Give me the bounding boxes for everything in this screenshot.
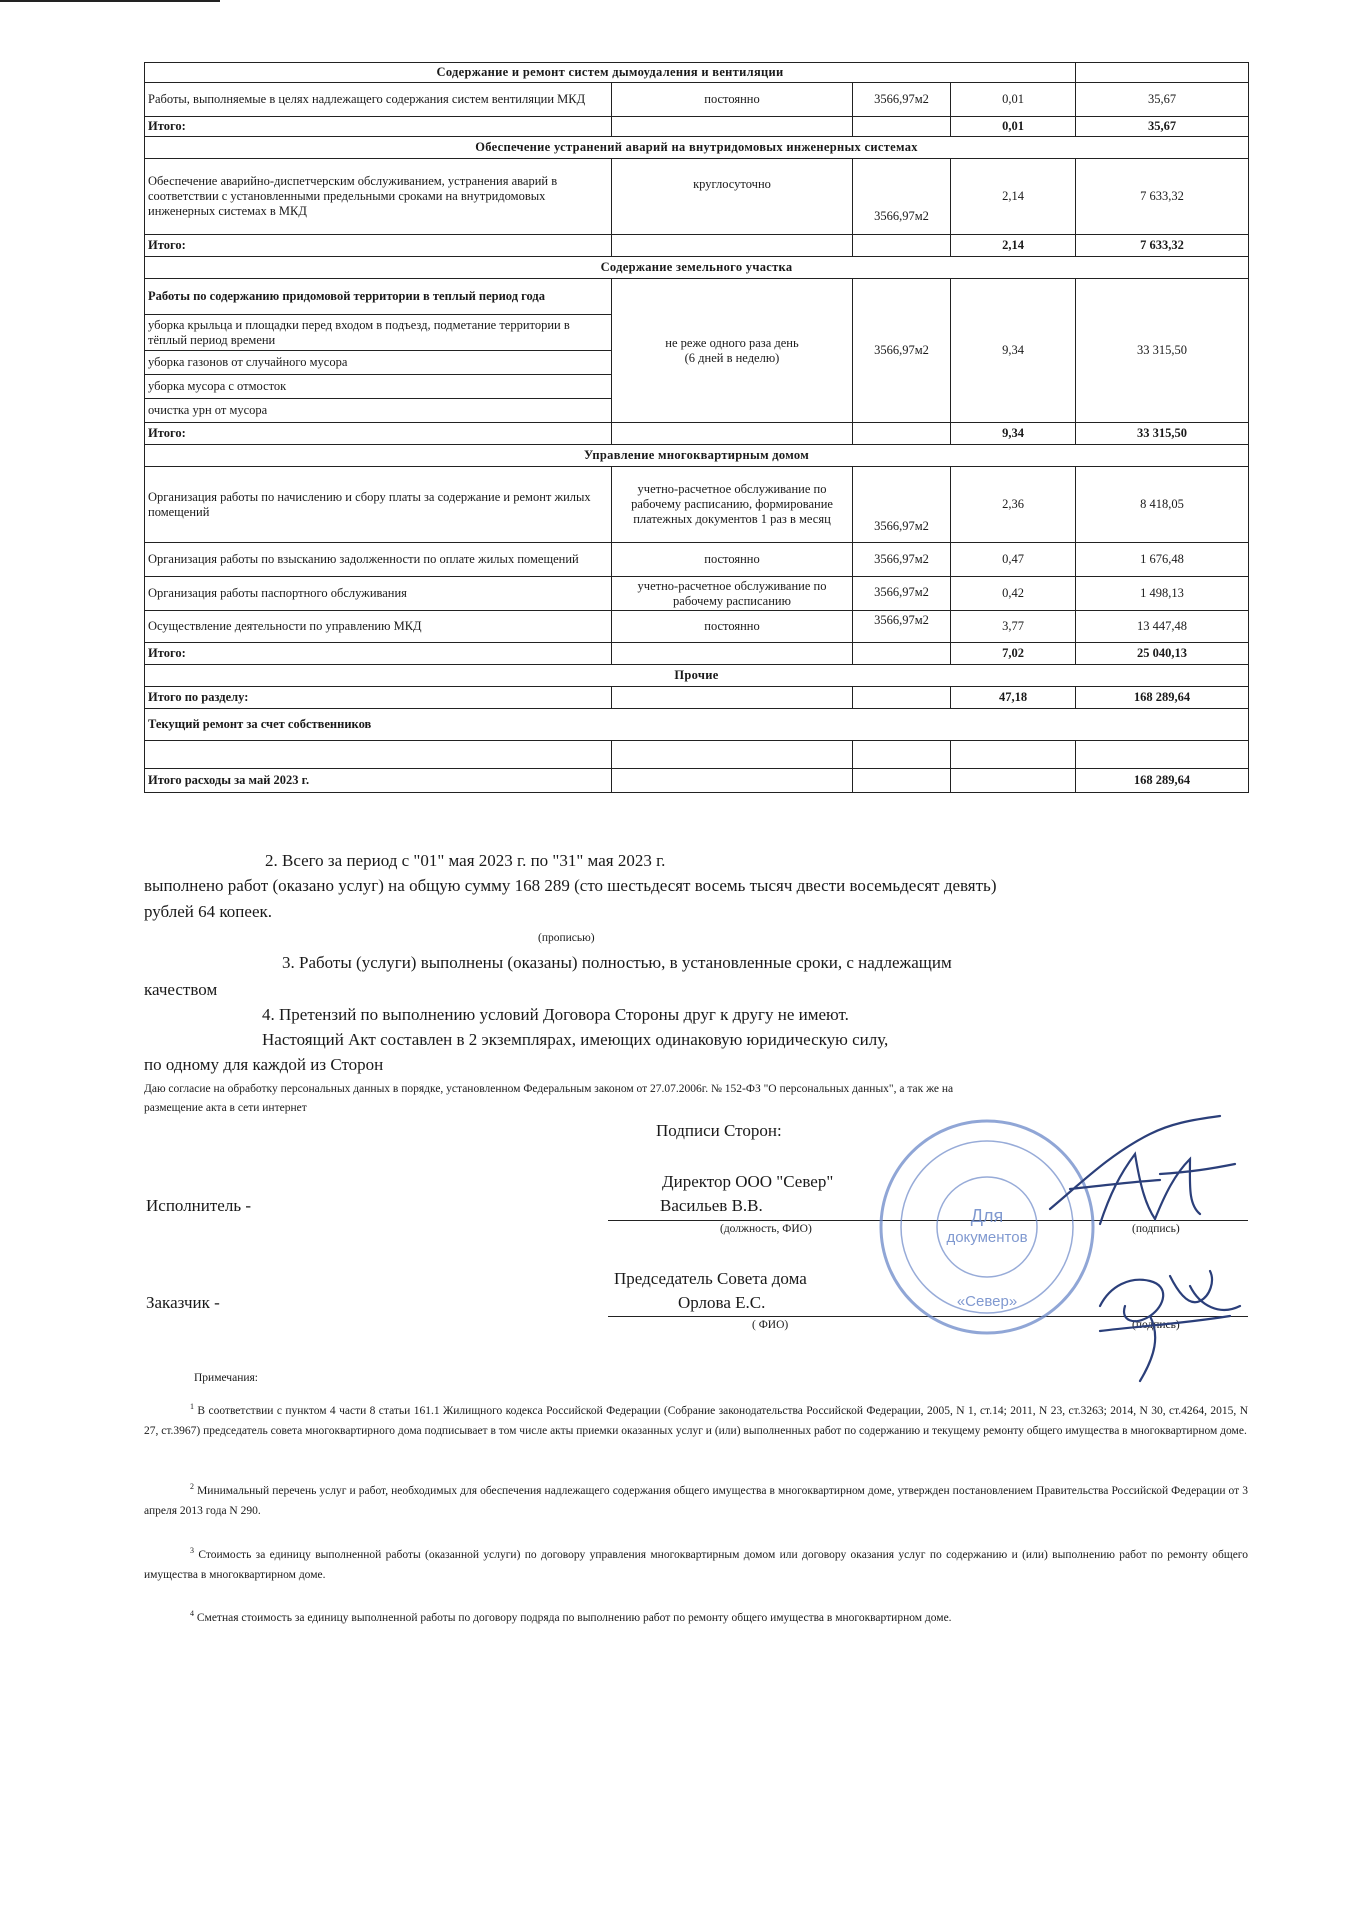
total-sum: 35,67	[1076, 117, 1249, 137]
top-border-line	[0, 0, 220, 2]
section-title: Прочие	[145, 665, 1249, 687]
note-1-marker: 1	[190, 1402, 194, 1411]
total-rate: 47,18	[951, 687, 1076, 709]
paragraph-4: 4. Претензий по выполнению условий Договора Стороны друг к другу не имеют.	[262, 1005, 849, 1024]
customer-name: Орлова Е.С.	[678, 1293, 766, 1312]
paragraph-2-line-3: рублей 64 копеек.	[144, 902, 272, 921]
table-row	[145, 159, 1249, 235]
section-title: Содержание и ремонт систем дымоудаления и вентиляции	[145, 63, 1076, 83]
signatures-title: Подписи Сторон:	[656, 1121, 782, 1140]
current-repair-row	[145, 709, 1249, 741]
section-total-row	[145, 687, 1249, 709]
table-row	[145, 577, 1249, 611]
work-group-title: Работы по содержанию придомовой территории в теплый период года	[145, 279, 612, 315]
work-name: Обеспечение аварийно-диспетчерским обслуживанием, устранения аварий в соответствии с установленными предельными сроками на внутридомовых инженерных системах в МКД	[145, 159, 612, 235]
section-header-row	[145, 63, 1249, 83]
executor-label: Исполнитель -	[146, 1196, 251, 1215]
total-label: Итого:	[145, 643, 612, 665]
work-area: 3566,97м2	[853, 543, 951, 577]
work-period	[612, 279, 853, 423]
work-area: 3566,97м2	[853, 279, 951, 423]
grand-total-label: Итого расходы за май 2023 г.	[145, 769, 612, 793]
work-period: учетно-расчетное обслуживание по рабочему расписанию	[612, 577, 853, 611]
note-4	[144, 1604, 1248, 1628]
section-title: Обеспечение устранений аварий на внутридомовых инженерных системах	[145, 137, 1249, 159]
stamp-center-text-2: документов	[946, 1229, 1028, 1246]
period-line: не реже одного раза день	[665, 335, 799, 350]
total-sum: 7 633,32	[1076, 235, 1249, 257]
section-title: Содержание земельного участка	[145, 257, 1249, 279]
work-rate: 9,34	[951, 279, 1076, 423]
table-row	[145, 467, 1249, 543]
work-sum: 1 498,13	[1076, 577, 1249, 611]
work-name: Осуществление деятельности по управлению МКД	[145, 611, 612, 643]
work-rate: 0,01	[951, 83, 1076, 117]
work-item: уборка мусора с отмосток	[145, 375, 612, 399]
paragraph-3-line-2: качеством	[144, 980, 218, 999]
total-label: Итого:	[145, 117, 612, 137]
section-header-row	[145, 665, 1249, 687]
executor-caption: (должность, ФИО)	[720, 1223, 812, 1235]
total-row	[145, 423, 1249, 445]
section-title: Управление многоквартирным домом	[145, 445, 1249, 467]
customer-caption: ( ФИО)	[752, 1319, 789, 1331]
stamp-center-text-1: Для	[970, 1206, 1004, 1226]
work-period: постоянно	[612, 83, 853, 117]
paragraph-3-line-1: 3. Работы (услуги) выполнены (оказаны) полностью, в установленные сроки, с надлежащим	[282, 953, 952, 972]
total-label: Итого:	[145, 423, 612, 445]
total-rate: 7,02	[951, 643, 1076, 665]
paragraph-2-line-1: 2. Всего за период с "01" мая 2023 г. по "31" мая 2023 г.	[265, 851, 666, 870]
work-name: Организация работы по взысканию задолженности по оплате жилых помещений	[145, 543, 612, 577]
consent-line-2: размещение акта в сети интернет	[144, 1102, 307, 1114]
note-2-marker: 2	[190, 1482, 194, 1491]
current-repair-title: Текущий ремонт за счет собственников	[145, 709, 1249, 741]
work-sum: 33 315,50	[1076, 279, 1249, 423]
section-header-row	[145, 257, 1249, 279]
customer-label: Заказчик -	[146, 1293, 220, 1312]
works-table	[144, 62, 1249, 793]
total-sum: 168 289,64	[1076, 687, 1249, 709]
note-3	[144, 1541, 1248, 1585]
work-name: Организация работы по начислению и сбору платы за содержание и ремонт жилых помещений	[145, 467, 612, 543]
work-item: уборка крыльца и площадки перед входом в подъезд, подметание территории в тёплый период времени	[145, 315, 612, 351]
work-sum: 8 418,05	[1076, 467, 1249, 543]
table-row	[145, 279, 1249, 315]
work-area: 3566,97м2	[853, 467, 951, 543]
work-rate: 0,42	[951, 577, 1076, 611]
total-label: Итого:	[145, 235, 612, 257]
customer-signature	[1080, 1246, 1250, 1386]
work-period: постоянно	[612, 543, 853, 577]
work-area: 3566,97м2	[853, 611, 951, 643]
section-header-row	[145, 445, 1249, 467]
stamp-company-text: «Север»	[956, 1293, 1018, 1310]
period-line: (6 дней в неделю)	[684, 350, 780, 365]
work-rate: 2,36	[951, 467, 1076, 543]
total-rate: 9,34	[951, 423, 1076, 445]
total-rate: 2,14	[951, 235, 1076, 257]
total-row	[145, 235, 1249, 257]
work-sum: 35,67	[1076, 83, 1249, 117]
executor-name: Васильев В.В.	[660, 1196, 763, 1215]
work-area: 3566,97м2	[853, 83, 951, 117]
work-rate: 2,14	[951, 159, 1076, 235]
total-row	[145, 643, 1249, 665]
note-3-marker: 3	[190, 1546, 194, 1555]
total-sum: 25 040,13	[1076, 643, 1249, 665]
customer-sign-caption: (подпись)	[1132, 1319, 1180, 1331]
consent-line-1: Даю согласие на обработку персональных данных в порядке, установленном Федеральным законом от 27.07.2006г. № 152-ФЗ "О персональных данных", а так же на	[144, 1083, 954, 1095]
paragraph-5-line-1: Настоящий Акт составлен в 2 экземплярах, имеющих одинаковую юридическую силу,	[262, 1030, 889, 1049]
work-period: учетно-расчетное обслуживание по рабочему расписанию, формирование платежных документов 1 раз в месяц	[612, 467, 853, 543]
work-period: круглосуточно	[612, 159, 853, 235]
note-3-text: Стоимость за единицу выполненной работы (оказанной услуги) по договору управления многоквартирным домом или договору оказания услуг по содержанию и (или) выполнению работ по ремонту общего имущества в многоквартирном доме.	[144, 1548, 1248, 1581]
total-sum: 33 315,50	[1076, 423, 1249, 445]
work-area: 3566,97м2	[853, 159, 951, 235]
work-period: постоянно	[612, 611, 853, 643]
paragraph-5-line-2: по одному для каждой из Сторон	[144, 1055, 384, 1074]
executor-position: Директор ООО "Север"	[662, 1172, 834, 1191]
grand-total-row	[145, 769, 1249, 793]
table-row	[145, 543, 1249, 577]
note-2	[144, 1477, 1248, 1521]
note-2-text: Минимальный перечень услуг и работ, необходимых для обеспечения надлежащего содержания общего имущества в многоквартирном доме, утвержден постановлением Правительства Российской Федерации от 3 апреля 2013 года N 290.	[144, 1484, 1248, 1517]
work-name: Работы, выполняемые в целях надлежащего содержания систем вентиляции МКД	[145, 83, 612, 117]
grand-total-sum: 168 289,64	[1076, 769, 1249, 793]
paragraph-2-line-2: выполнено работ (оказано услуг) на общую сумму 168 289 (сто шестьдесят восемь тысяч двести восемьдесят девять)	[144, 876, 997, 895]
note-4-marker: 4	[190, 1609, 194, 1618]
work-sum: 13 447,48	[1076, 611, 1249, 643]
work-name: Организация работы паспортного обслуживания	[145, 577, 612, 611]
section-header-row	[145, 137, 1249, 159]
work-item: очистка урн от мусора	[145, 399, 612, 423]
note-1-text: В соответствии с пунктом 4 части 8 статьи 161.1 Жилищного кодекса Российской Федерации (Собрание законодательства Российской Федерации, 2005, N 1, ст.14; 2011, N 23, ст.3263; 2014, N 30, ст.4264, 2015, N 27, ст.3967) председатель совета многоквартирного дома подписывает в том числе акты приемки оказанных услуг и (или) выполненных работ по содержанию и текущему ремонту общего имущества в многоквартирном доме.	[144, 1404, 1248, 1437]
customer-position: Председатель Совета дома	[614, 1269, 807, 1288]
total-row	[145, 117, 1249, 137]
work-item: уборка газонов от случайного мусора	[145, 351, 612, 375]
propisyu-caption: (прописью)	[538, 932, 595, 944]
work-rate: 3,77	[951, 611, 1076, 643]
executor-sign-caption: (подпись)	[1132, 1223, 1180, 1235]
work-sum: 7 633,32	[1076, 159, 1249, 235]
note-1	[144, 1397, 1248, 1441]
total-label: Итого по разделу:	[145, 687, 612, 709]
work-rate: 0,47	[951, 543, 1076, 577]
notes-title: Примечания:	[194, 1372, 258, 1384]
table-row	[145, 611, 1249, 643]
note-4-text: Сметная стоимость за единицу выполненной работы по договору подряда по выполнению работ по ремонту общего имущества в многоквартирном доме.	[194, 1611, 952, 1624]
total-rate: 0,01	[951, 117, 1076, 137]
table-row	[145, 83, 1249, 117]
work-area: 3566,97м2	[853, 577, 951, 611]
empty-row	[145, 741, 1249, 769]
work-sum: 1 676,48	[1076, 543, 1249, 577]
executor-signature	[1040, 1114, 1240, 1236]
